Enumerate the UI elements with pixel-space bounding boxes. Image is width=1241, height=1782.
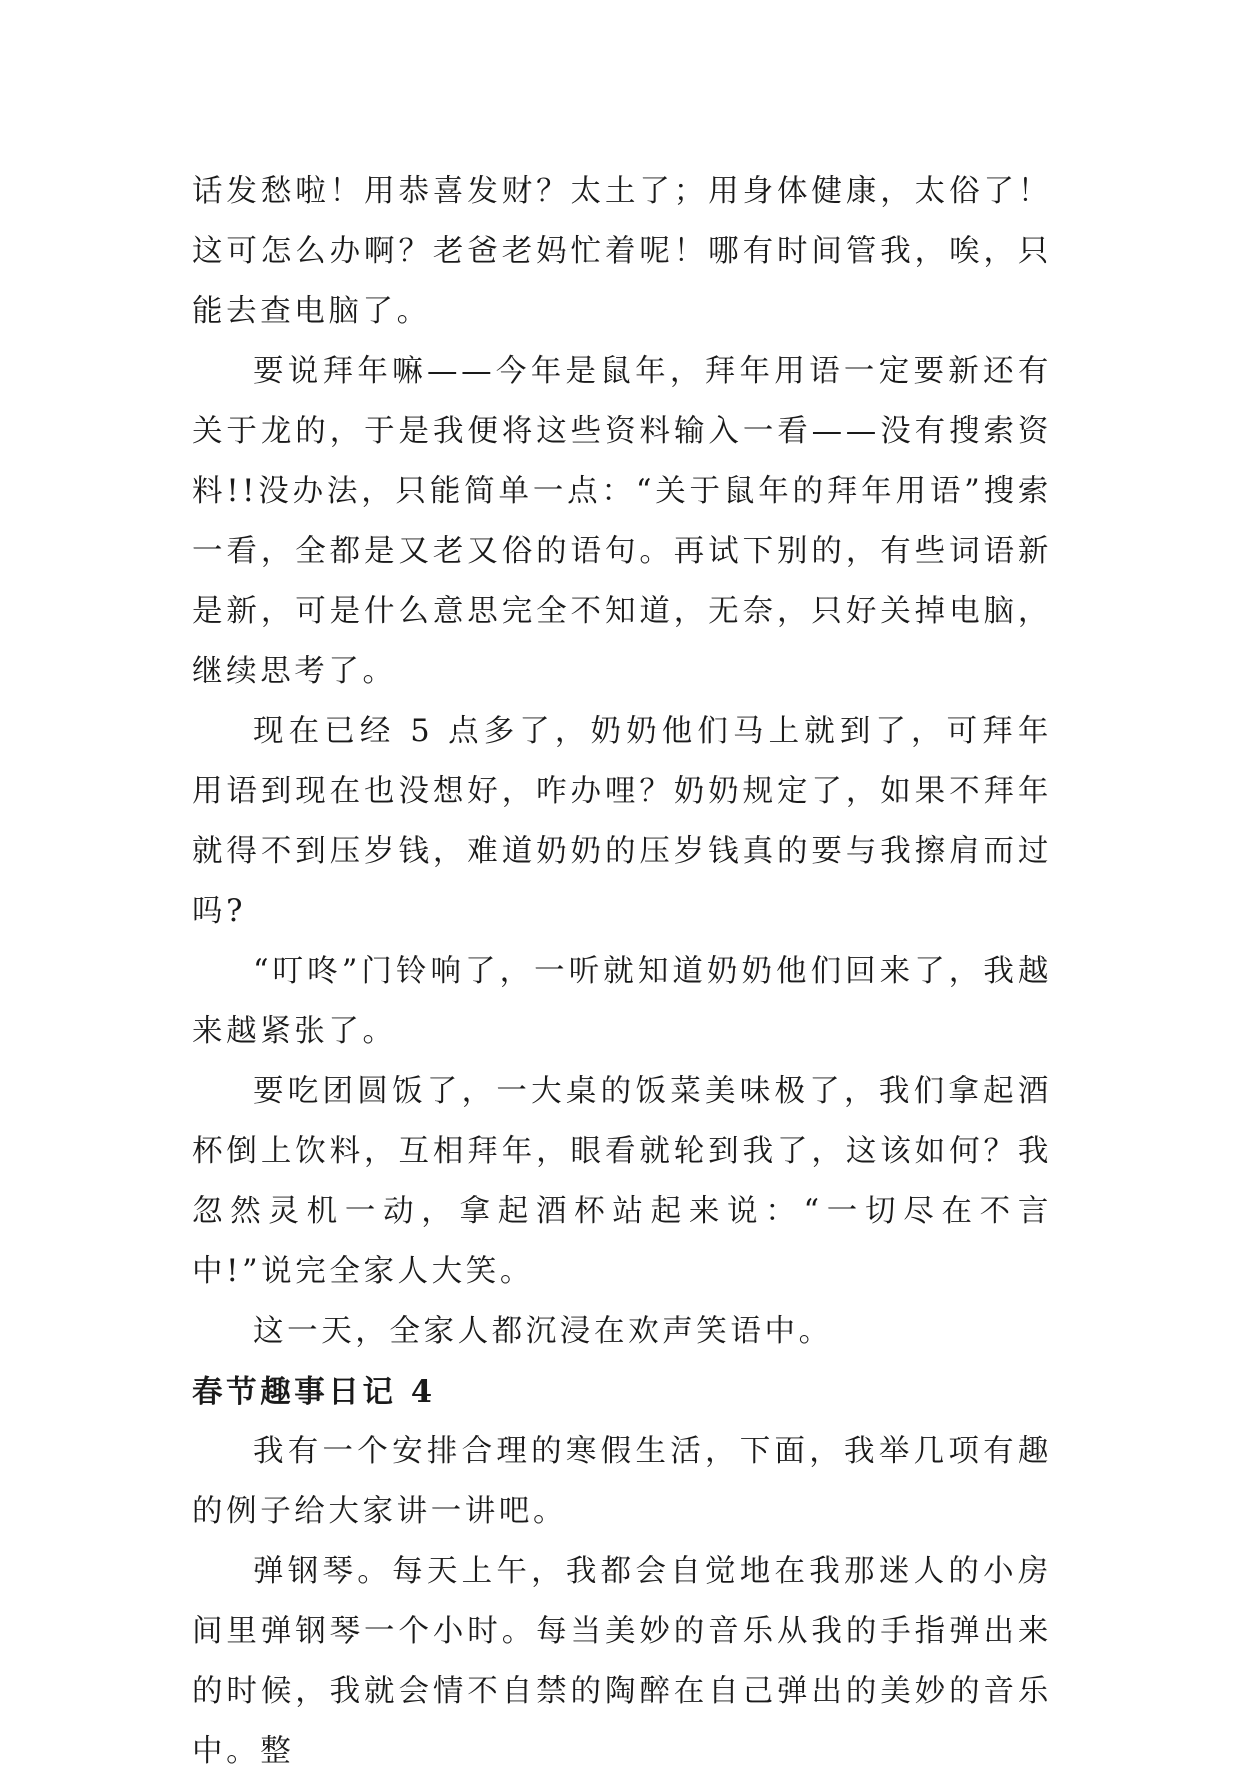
paragraph: 弹钢琴。每天上午，我都会自觉地在我那迷人的小房间里弹钢琴一个小时。每当美妙的音乐从我的手指弹出来的时候，我就会情不自禁的陶醉在自己弹出的美妙的音乐中。整	[192, 1554, 1052, 1769]
paragraph: 这一天，全家人都沉浸在欢声笑语中。	[253, 1314, 833, 1349]
paragraph: “叮咚”门铃响了，一听就知道奶奶他们回来了，我越来越紧张了。	[192, 954, 1052, 1049]
document-body	[192, 162, 1052, 1782]
paragraph: 现在已经 5 点多了，奶奶他们马上就到了，可拜年用语到现在也没想好，咋办哩？奶奶规定了，如果不拜年就得不到压岁钱，难道奶奶的压岁钱真的要与我擦肩而过吗?	[192, 714, 1052, 929]
paragraph: 要说拜年嘛——今年是鼠年，拜年用语一定要新还有关于龙的，于是我便将这些资料输入一看——没有搜索资料!!没办法，只能简单一点：“关于鼠年的拜年用语”搜索一看，全都是又老又俗的语句。再试下别的，有些词语新是新，可是什么意思完全不知道，无奈，只好关掉电脑，继续思考了。	[192, 354, 1052, 689]
section-heading: 春节趣事日记 4	[192, 1374, 436, 1410]
paragraph: 要吃团圆饭了，一大桌的饭菜美味极了，我们拿起酒杯倒上饮料，互相拜年，眼看就轮到我了，这该如何？我忽然灵机一动，拿起酒杯站起来说：“一切尽在不言中!”说完全家人大笑。	[192, 1074, 1052, 1289]
paragraph: 我有一个安排合理的寒假生活，下面，我举几项有趣的例子给大家讲一讲吧。	[192, 1434, 1052, 1529]
paragraph: 话发愁啦！用恭喜发财？太土了；用身体健康，太俗了！这可怎么办啊？老爸老妈忙着呢！哪有时间管我，唉，只能去查电脑了。	[192, 174, 1052, 329]
